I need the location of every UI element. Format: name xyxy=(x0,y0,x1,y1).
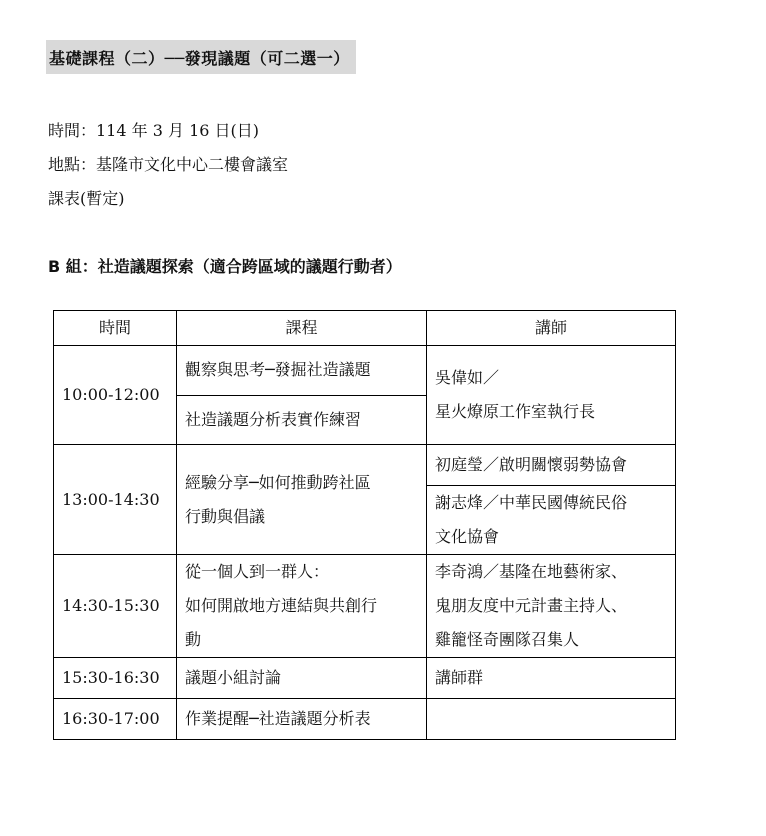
header-course: 課程 xyxy=(177,311,427,346)
row-course xyxy=(177,555,427,658)
table-row xyxy=(54,658,676,699)
event-time: 時間：114 年 3 月 16 日(日) xyxy=(48,121,259,140)
speaker-line: 李奇鴻／基隆在地藝術家、 xyxy=(435,562,628,581)
table-row xyxy=(54,445,676,486)
row-time: 15:30-16:30 xyxy=(54,658,177,699)
schedule-table xyxy=(53,310,676,740)
table-row xyxy=(54,346,676,396)
row-time: 16:30-17:00 xyxy=(54,699,177,740)
row-course xyxy=(177,445,427,555)
row-time: 10:00-12:00 xyxy=(54,346,177,445)
row-time: 14:30-15:30 xyxy=(54,555,177,658)
header-time: 時間 xyxy=(54,311,177,346)
header-speaker: 講師 xyxy=(427,311,676,346)
row-speaker xyxy=(427,486,676,555)
section-heading: 基礎課程（二）──發現議題（可二選一） xyxy=(46,40,356,74)
speaker-line: 吳偉如／ xyxy=(435,368,500,387)
row-course: 社造議題分析表實作練習 xyxy=(177,395,427,445)
speaker-line: 鬼朋友度中元計畫主持人、 xyxy=(435,596,628,615)
course-line: 動 xyxy=(185,630,202,649)
course-line: 如何開啟地方連結與共創行 xyxy=(185,596,378,615)
speaker-line: 雞籠怪奇團隊召集人 xyxy=(435,630,580,649)
row-course: 議題小組討論 xyxy=(177,658,427,699)
speaker-line: 謝志烽／中華民國傳統民俗 xyxy=(435,493,628,512)
table-row xyxy=(54,555,676,658)
speaker-line: 文化協會 xyxy=(435,527,500,546)
row-course: 作業提醒─社造議題分析表 xyxy=(177,699,427,740)
course-line: 行動與倡議 xyxy=(185,506,266,526)
row-speaker: 初庭瑩／啟明關懷弱勢協會 xyxy=(427,445,676,486)
row-time: 13:00-14:30 xyxy=(54,445,177,555)
course-line: 從一個人到一群人： xyxy=(185,562,330,581)
row-speaker xyxy=(427,346,676,445)
row-speaker xyxy=(427,699,676,740)
row-speaker: 講師群 xyxy=(427,658,676,699)
group-title: B 組：社造議題探索（適合跨區域的議題行動者） xyxy=(48,257,402,276)
table-row xyxy=(54,699,676,740)
schedule-note: 課表(暫定) xyxy=(48,189,125,208)
speaker-line: 星火燎原工作室執行長 xyxy=(435,402,596,421)
event-location: 地點：基隆市文化中心二樓會議室 xyxy=(48,155,289,174)
row-speaker xyxy=(427,555,676,658)
row-course: 觀察與思考─發掘社造議題 xyxy=(177,346,427,396)
course-line: 經驗分享─如何推動跨社區 xyxy=(185,472,371,492)
table-header-row xyxy=(54,311,676,346)
